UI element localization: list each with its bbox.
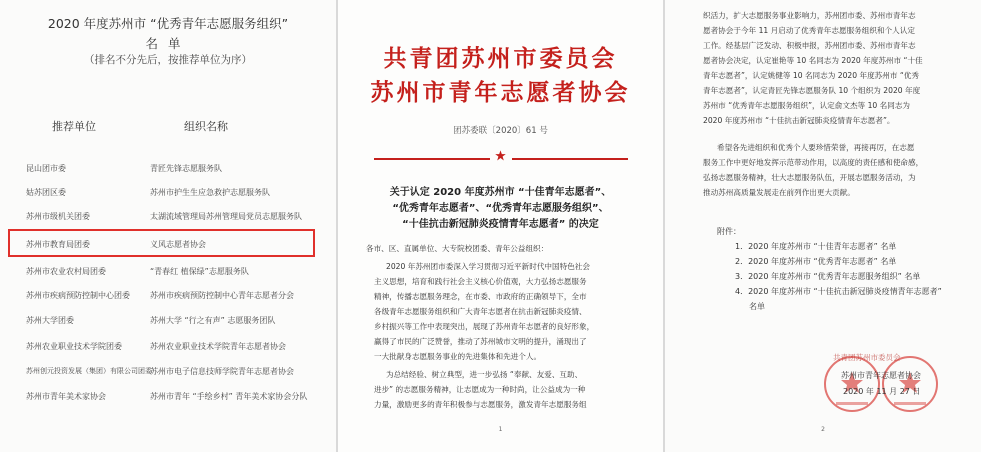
body-line: 精神，传播志愿服务理念，在市委、市政府的正确领导下，全市 — [374, 292, 587, 301]
body-line: 织活力，扩大志愿服务事业影响力，苏州团市委、苏州市青年志 — [703, 11, 916, 20]
star-icon — [495, 150, 506, 161]
body-line: 工作。经基层广泛发动、积极申报，苏州团市委、苏州市青年志 — [703, 41, 916, 50]
unit-cell: 苏州农业职业技术学院团委 — [26, 342, 122, 351]
red-rule-right — [512, 158, 628, 160]
org-cell: 苏州市电子信息技师学院青年志愿者协会 — [150, 367, 294, 376]
table-row — [0, 387, 336, 405]
header-organization-name: 组织名称 — [184, 120, 228, 133]
org-cell: 义风志愿者协会 — [150, 240, 206, 249]
seal-text: 共青团苏州市委员会 — [833, 353, 901, 362]
body-line: 2020 年度苏州市 “十佳抗击新冠肺炎疫情青年志愿者”。 — [703, 116, 895, 125]
body-line: 为总结经验、树立典型，进一步弘扬 “奉献、友爱、互助、 — [386, 370, 583, 379]
unit-cell: 苏州市农业农村局团委 — [26, 267, 106, 276]
page-decision-2 — [665, 0, 981, 452]
list-subtitle: 名单 — [145, 36, 191, 51]
unit-cell: 苏州创元投资发展（集团）有限公司团委 — [26, 367, 152, 375]
body-line: 希望各先进组织和优秀个人要珍惜荣誉，再接再厉，在志愿 — [717, 143, 915, 152]
org-cell: 苏州市青年 “手绘乡村” 青年美术家协会分队 — [150, 392, 308, 401]
table-row — [0, 207, 336, 225]
issuer-line-2: 苏州市青年志愿者协会 — [370, 79, 631, 106]
body-line: 一大批献身志愿服务事业的先进集体和先进个人。 — [374, 352, 542, 361]
table-row — [0, 183, 336, 201]
attachment-item: 3．2020 年度苏州市 “优秀青年志愿服务组织” 名单 — [735, 272, 921, 281]
red-rule-left — [374, 158, 490, 160]
header-recommending-unit: 推荐单位 — [52, 120, 96, 133]
org-cell: 苏州农业职业技术学院青年志愿者协会 — [150, 342, 286, 351]
org-cell: 苏州大学 “行之有声” 志愿服务团队 — [150, 316, 276, 325]
table-row — [0, 311, 336, 329]
page-decision-1 — [338, 0, 663, 452]
unit-cell: 苏州大学团委 — [26, 316, 74, 325]
body-line: 主义思想，培育和践行社会主义核心价值观，大力弘扬志愿服务 — [374, 277, 587, 286]
body-line: 服务工作中更好地发挥示范带动作用，以高度的责任感和使命感， — [703, 158, 924, 167]
decision-heading-line: “优秀青年志愿者”、“优秀青年志愿服务组织”、 — [392, 203, 609, 214]
attachment-item: 1．2020 年度苏州市 “十佳青年志愿者” 名单 — [735, 242, 897, 251]
body-line: 力量，激励更多的青年积极参与志愿服务，激发青年志愿服务组 — [374, 400, 587, 409]
page-name-list — [0, 0, 336, 452]
table-row — [0, 362, 336, 380]
org-cell: 青匠先锋志愿服务队 — [150, 164, 222, 173]
document-number: 团苏委联〔2020〕61 号 — [453, 126, 548, 136]
body-line: 乡村振兴等工作中表现突出，展现了苏州青年志愿者的良好形象， — [374, 322, 595, 331]
unit-cell: 姑苏团区委 — [26, 188, 66, 197]
table-row — [0, 337, 336, 355]
page-number: 2 — [821, 426, 825, 433]
body-line: 愿者协会决定，认定崔艳等 10 名同志为 2020 年度苏州市 “十佳 — [703, 56, 923, 65]
attachment-item: 名单 — [749, 302, 765, 311]
signature-org: 苏州市青年志愿者协会 — [841, 371, 921, 380]
body-line: 各级青年志愿服务组织和广大青年志愿者在抗击新冠肺炎疫情、 — [374, 307, 587, 316]
unit-cell: 昆山团市委 — [26, 164, 66, 173]
unit-cell: 苏州市疾病预防控制中心团委 — [26, 291, 130, 300]
body-line: 弘扬志愿服务精神，壮大志愿服务队伍，开展志愿服务活动，为 — [703, 173, 916, 182]
decision-heading-line: “十佳抗击新冠肺炎疫情青年志愿者” 的决定 — [402, 219, 599, 230]
page-number: 1 — [498, 426, 503, 433]
highlight-box — [8, 229, 315, 257]
body-line: 2020 年苏州团市委深入学习贯彻习近平新时代中国特色社会 — [386, 262, 590, 271]
attachment-label: 附件： — [717, 227, 741, 236]
org-cell: 苏州市疾病预防控制中心青年志愿者分会 — [150, 291, 294, 300]
decision-heading-line: 关于认定 2020 年度苏州市 “十佳青年志愿者”、 — [389, 187, 612, 198]
body-line: 愿者协会于今年 11 月启动了优秀青年志愿服务组织和个人认定 — [703, 26, 915, 35]
org-cell: 苏州市护生生应急救护志愿服务队 — [150, 188, 270, 197]
body-line: 青年志愿者”，认定姚健等 10 名同志为 2020 年度苏州市 “优秀 — [703, 71, 919, 80]
body-line: 赢得了市民的广泛赞誉，推动了苏州城市文明的提升，涌现出了 — [374, 337, 587, 346]
salutation: 各市、区、直属单位、大专院校团委、青年公益组织： — [366, 244, 549, 253]
signature-date: 2020 年 11 月 27 日 — [843, 387, 921, 396]
body-line: 青年志愿者”，认定青匠先锋志愿服务队 10 个组织为 2020 年度 — [703, 86, 921, 95]
issuer-line-1: 共青团苏州市委员会 — [383, 45, 618, 72]
unit-cell: 苏州市级机关团委 — [26, 212, 90, 221]
attachment-item: 4．2020 年度苏州市 “十佳抗击新冠肺炎疫情青年志愿者” — [735, 287, 942, 296]
table-row — [0, 286, 336, 304]
body-line: 苏州市 “优秀青年志愿服务组织”，认定俞文杰等 10 名同志为 — [703, 101, 911, 110]
org-cell: “青春红 植保绿”志愿服务队 — [150, 267, 249, 276]
body-line: 进步” 的志愿服务精神，让志愿成为一种时尚，让公益成为一种 — [374, 385, 586, 394]
table-row — [0, 262, 336, 280]
unit-cell: 苏州市青年美术家协会 — [26, 392, 106, 401]
unit-cell: 苏州市教育局团委 — [26, 240, 90, 249]
table-row — [0, 159, 336, 177]
org-cell: 太湖流域管理局苏州管理局党员志愿服务队 — [150, 212, 302, 221]
list-note: （排名不分先后，按推荐单位为序） — [84, 54, 252, 66]
attachment-item: 2．2020 年度苏州市 “优秀青年志愿者” 名单 — [735, 257, 897, 266]
list-title: 2020 年度苏州市 “优秀青年志愿服务组织” — [47, 16, 289, 31]
body-line: 推动苏州高质量发展走在前列作出更大贡献。 — [703, 188, 855, 197]
